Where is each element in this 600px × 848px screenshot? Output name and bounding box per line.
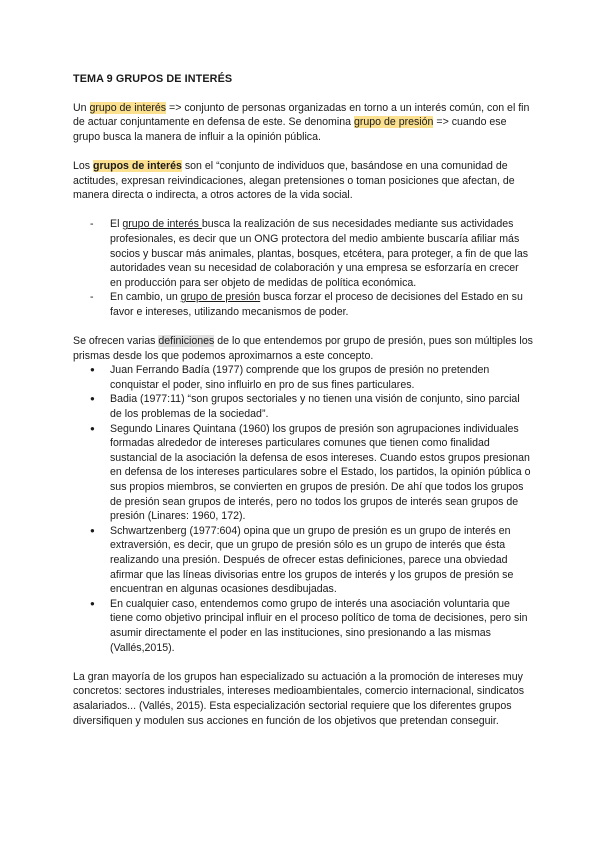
list-item: ● En cualquier caso, entendemos como grupo de interés una asociación voluntaria que tiene como objetivo principal influir en el proceso político de toma de decisiones, pero sin asumir directamente el poder en las instituciones, sino presionando a las mismas (Vallés,2015). xyxy=(110,597,533,655)
underlined-term: grupo de presión xyxy=(180,291,261,304)
list-item: ● Segundo Linares Quintana (1960) los grupos de presión son agrupaciones individuales formadas alrededor de intereses particulares comunes que tienen como finalidad sustancial de la asociación la defensa de esos intereses. Cuando estos grupos presionan en defensa de los intereses particulares sobre el Estado, los partidos, la opinión pública o sus propios miembros, se convierten en grupos de presión. De ahí que todos los grupos de presión sean grupos de interés, pero no todos los grupos de interés sean grupos de presión (Linares: 1960, 172). xyxy=(110,422,533,524)
list-item: ● Badia (1977:11) “son grupos sectoriales y no tienen una visión de conjunto, sino parcial de los problemas de la sociedad”. xyxy=(110,392,533,421)
page-title: TEMA 9 GRUPOS DE INTERÉS xyxy=(73,73,233,85)
underlined-term: grupo de interés xyxy=(122,218,202,231)
text: => cuando ese grupo busca la manera de influir a la opinión pública. xyxy=(73,116,507,143)
highlight-grupos-interes: grupos de interés xyxy=(93,159,182,172)
text: Los xyxy=(73,159,94,172)
text: Un xyxy=(73,101,90,114)
document-page xyxy=(73,72,533,743)
bullet-list xyxy=(73,363,533,655)
text: de lo que entendemos por grupo de presión, pues son múltiples los prismas desde los que podemos aproximarnos a este concepto. xyxy=(73,335,533,362)
highlight-definiciones: definiciones xyxy=(158,335,215,348)
paragraph-definition xyxy=(73,101,533,145)
text: El xyxy=(110,218,123,231)
text: Se ofrecen varias xyxy=(73,335,159,348)
paragraph-especializacion: La gran mayoría de los grupos han especializado su actuación a la promoción de intereses muy concretos: sectores industriales, intereses medioambientales, comercio internacional, sindicatos asalariados... (Vallés, 2015). Esta especialización sectorial requiere que los diferentes grupos diversifiquen y modulen sus acciones en función de los objetivos que pretendan conseguir. xyxy=(73,670,525,727)
dash-list xyxy=(73,217,533,319)
highlight-grupo-presion: grupo de presión xyxy=(353,116,434,129)
list-item: ● Schwartzenberg (1977:604) opina que un grupo de presión es un grupo de interés en extraversión, es decir, que un grupo de presión sólo es un grupo de interés que ésta realizando una presión. Después de ofrecer estas definiciones, parece una obviedad afirmar que las líneas divisorias entre los grupos de interés y los grupos de presión se encuentran en algunas ocasiones desdibujadas. xyxy=(110,524,533,597)
text: => conjunto de personas organizadas en torno a un interés común, con el fin de actuar conjuntamente en defensa de este. Se denomina xyxy=(73,101,530,129)
text: busca la realización de sus necesidades mediante sus actividades profesionales, es decir que un ONG protectora del medio ambiente buscaría afiliar más socios y buscar más animales, plantas, bosques, etcétera, para proteger, a fin de que las autoridades vean su necesidad de colaboración y una empresa se esforzaría en crecer en producción para ser objeto de medidas de política económica. xyxy=(110,218,529,289)
highlight-grupo-interes: grupo de interés xyxy=(89,101,167,114)
text: son el “conjunto de individuos que, basándose en una comunidad de actitudes, expresan reivindicaciones, alegan pretensiones o toman posiciones que afectan, de manera directa o indirecta, a otros actores de la vida social. xyxy=(73,159,515,202)
list-item: ● Juan Ferrando Badía (1977) comprende que los grupos de presión no pretenden conquistar el poder, sino influirlo en pro de sus fines particulares. xyxy=(110,363,533,392)
list-item xyxy=(110,217,533,290)
paragraph-grupos-interes xyxy=(73,159,533,203)
paragraph-definiciones xyxy=(73,334,533,363)
text: busca forzar el proceso de decisiones del Estado en su favor e intereses, utilizando mecanismos de poder. xyxy=(110,291,523,318)
list-item xyxy=(110,290,533,319)
text: En cambio, un xyxy=(110,291,181,304)
